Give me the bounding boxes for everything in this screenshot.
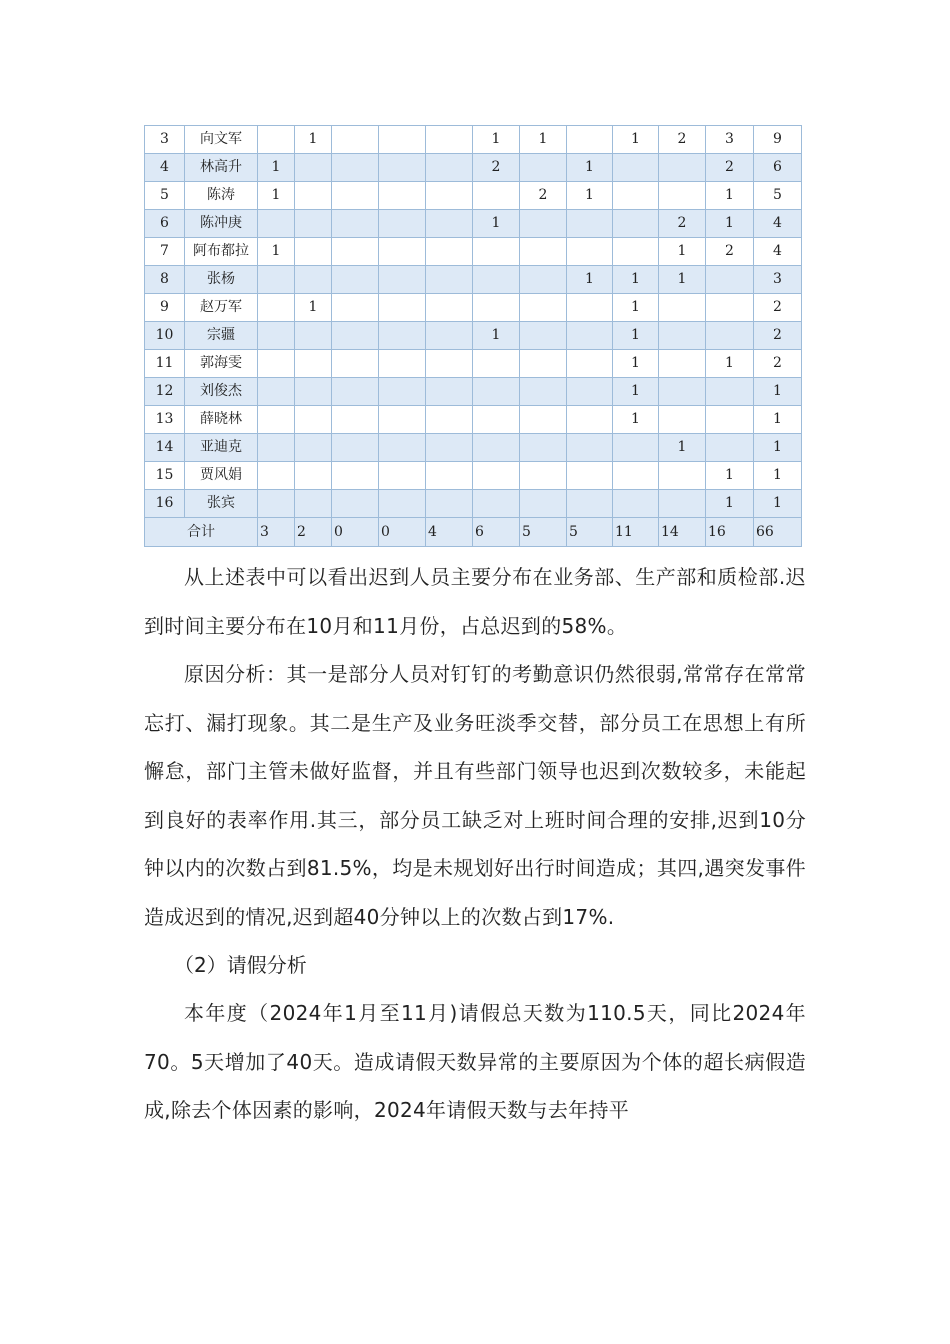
table-row (145, 434, 802, 462)
count-cell (706, 378, 754, 406)
employee-name-cell: 向文军 (185, 126, 258, 154)
total-value-cell: 5 (567, 518, 613, 547)
count-cell (332, 350, 379, 378)
row-total-cell: 5 (754, 182, 802, 210)
count-cell (258, 350, 295, 378)
count-cell: 1 (613, 126, 659, 154)
employee-name-cell: 亚迪克 (185, 434, 258, 462)
total-value-cell: 4 (426, 518, 473, 547)
count-cell: 1 (473, 126, 520, 154)
count-cell (706, 294, 754, 322)
count-cell (258, 266, 295, 294)
count-cell: 1 (613, 266, 659, 294)
table-row (145, 294, 802, 322)
count-cell: 1 (706, 210, 754, 238)
count-cell (520, 462, 567, 490)
paragraph-distribution: 从上述表中可以看出迟到人员主要分布在业务部、生产部和质检部.迟到时间主要分布在10月和11月份，占总迟到的58%。 (144, 565, 806, 638)
count-cell (258, 462, 295, 490)
count-cell (659, 406, 706, 434)
count-cell (613, 462, 659, 490)
count-cell (567, 462, 613, 490)
count-cell (258, 126, 295, 154)
count-cell (520, 406, 567, 434)
count-cell (426, 154, 473, 182)
row-number-cell: 15 (145, 462, 185, 490)
count-cell (473, 434, 520, 462)
count-cell (520, 210, 567, 238)
count-cell (379, 378, 426, 406)
count-cell: 2 (520, 182, 567, 210)
count-cell (706, 322, 754, 350)
employee-name-cell: 张宾 (185, 490, 258, 518)
count-cell (379, 266, 426, 294)
row-number-cell: 10 (145, 322, 185, 350)
count-cell (295, 462, 332, 490)
count-cell (567, 238, 613, 266)
row-total-cell: 2 (754, 350, 802, 378)
count-cell: 1 (613, 378, 659, 406)
count-cell (659, 350, 706, 378)
count-cell (426, 490, 473, 518)
count-cell (332, 154, 379, 182)
count-cell: 1 (706, 462, 754, 490)
count-cell (258, 322, 295, 350)
count-cell (426, 126, 473, 154)
count-cell (426, 378, 473, 406)
row-number-cell: 4 (145, 154, 185, 182)
count-cell: 1 (295, 294, 332, 322)
row-total-cell: 1 (754, 434, 802, 462)
count-cell: 2 (706, 154, 754, 182)
row-total-cell: 1 (754, 490, 802, 518)
count-cell (426, 182, 473, 210)
count-cell (258, 490, 295, 518)
count-cell: 1 (659, 238, 706, 266)
table-row (145, 350, 802, 378)
total-value-cell: 16 (706, 518, 754, 547)
total-value-cell: 5 (520, 518, 567, 547)
count-cell (659, 294, 706, 322)
count-cell (426, 238, 473, 266)
count-cell (295, 378, 332, 406)
count-cell (473, 350, 520, 378)
row-total-cell: 9 (754, 126, 802, 154)
count-cell (520, 294, 567, 322)
total-value-cell: 2 (295, 518, 332, 547)
count-cell (295, 434, 332, 462)
count-cell (473, 378, 520, 406)
row-number-cell: 3 (145, 126, 185, 154)
count-cell (426, 266, 473, 294)
count-cell (332, 434, 379, 462)
row-total-cell: 1 (754, 462, 802, 490)
total-label-cell: 合计 (145, 518, 258, 547)
count-cell: 1 (258, 182, 295, 210)
row-number-cell: 5 (145, 182, 185, 210)
count-cell: 1 (258, 154, 295, 182)
count-cell (567, 490, 613, 518)
employee-name-cell: 张杨 (185, 266, 258, 294)
count-cell: 2 (473, 154, 520, 182)
row-number-cell: 16 (145, 490, 185, 518)
count-cell (258, 378, 295, 406)
count-cell: 1 (258, 238, 295, 266)
row-total-cell: 2 (754, 322, 802, 350)
table-row (145, 322, 802, 350)
count-cell (332, 126, 379, 154)
count-cell (379, 490, 426, 518)
count-cell: 1 (567, 266, 613, 294)
count-cell (258, 434, 295, 462)
employee-name-cell: 郭海雯 (185, 350, 258, 378)
row-total-cell: 1 (754, 406, 802, 434)
count-cell (295, 350, 332, 378)
count-cell (379, 406, 426, 434)
count-cell (473, 490, 520, 518)
count-cell (659, 462, 706, 490)
count-cell: 1 (567, 182, 613, 210)
count-cell (332, 322, 379, 350)
total-value-cell: 3 (258, 518, 295, 547)
count-cell (295, 322, 332, 350)
table-row (145, 406, 802, 434)
count-cell (613, 490, 659, 518)
count-cell (379, 154, 426, 182)
count-cell: 1 (295, 126, 332, 154)
count-cell (659, 378, 706, 406)
total-value-cell: 14 (659, 518, 706, 547)
count-cell (567, 322, 613, 350)
count-cell (332, 406, 379, 434)
count-cell (706, 406, 754, 434)
table-row (145, 154, 802, 182)
count-cell (473, 462, 520, 490)
count-cell (332, 266, 379, 294)
table-row (145, 210, 802, 238)
total-row (145, 518, 802, 547)
count-cell (332, 238, 379, 266)
count-cell (426, 406, 473, 434)
count-cell (520, 322, 567, 350)
count-cell (295, 210, 332, 238)
count-cell (379, 238, 426, 266)
count-cell (613, 182, 659, 210)
count-cell (379, 126, 426, 154)
count-cell: 3 (706, 126, 754, 154)
section-heading-leave-analysis: （2）请假分析 (174, 953, 307, 977)
count-cell: 1 (613, 406, 659, 434)
count-cell (613, 154, 659, 182)
row-number-cell: 7 (145, 238, 185, 266)
row-number-cell: 11 (145, 350, 185, 378)
count-cell (659, 182, 706, 210)
employee-name-cell: 薛晓林 (185, 406, 258, 434)
table-row (145, 126, 802, 154)
count-cell (520, 350, 567, 378)
table-row (145, 378, 802, 406)
count-cell (520, 378, 567, 406)
table-row (145, 266, 802, 294)
table-row (145, 182, 802, 210)
count-cell (379, 322, 426, 350)
count-cell (332, 294, 379, 322)
count-cell: 1 (613, 294, 659, 322)
count-cell (567, 378, 613, 406)
employee-name-cell: 陈涛 (185, 182, 258, 210)
count-cell (613, 238, 659, 266)
table-row (145, 238, 802, 266)
count-cell (258, 294, 295, 322)
row-total-cell: 3 (754, 266, 802, 294)
count-cell (426, 434, 473, 462)
employee-name-cell: 阿布都拉 (185, 238, 258, 266)
row-number-cell: 13 (145, 406, 185, 434)
count-cell (332, 210, 379, 238)
late-arrival-table (144, 125, 802, 547)
table-row (145, 490, 802, 518)
row-total-cell: 4 (754, 210, 802, 238)
count-cell (567, 350, 613, 378)
count-cell (379, 350, 426, 378)
count-cell (520, 490, 567, 518)
count-cell (659, 490, 706, 518)
employee-name-cell: 刘俊杰 (185, 378, 258, 406)
count-cell: 1 (659, 434, 706, 462)
row-number-cell: 14 (145, 434, 185, 462)
count-cell: 1 (473, 210, 520, 238)
count-cell (332, 490, 379, 518)
row-total-cell: 6 (754, 154, 802, 182)
count-cell: 1 (659, 266, 706, 294)
total-value-cell: 0 (379, 518, 426, 547)
count-cell (295, 266, 332, 294)
row-number-cell: 8 (145, 266, 185, 294)
count-cell (379, 210, 426, 238)
count-cell: 1 (706, 490, 754, 518)
count-cell: 1 (613, 350, 659, 378)
count-cell: 2 (659, 126, 706, 154)
total-value-cell: 11 (613, 518, 659, 547)
count-cell: 1 (567, 154, 613, 182)
table-row (145, 462, 802, 490)
count-cell (613, 434, 659, 462)
count-cell (426, 210, 473, 238)
row-total-cell: 2 (754, 294, 802, 322)
count-cell (473, 182, 520, 210)
row-total-cell: 1 (754, 378, 802, 406)
count-cell (613, 210, 659, 238)
count-cell: 1 (613, 322, 659, 350)
row-total-cell: 4 (754, 238, 802, 266)
count-cell (332, 378, 379, 406)
count-cell (473, 238, 520, 266)
paragraph-leave-summary: 本年度（2024年1月至11月)请假总天数为110.5天，同比2024年70。5天增加了40天。造成请假天数异常的主要原因为个体的超长病假造成,除去个体因素的影响，2024年请假天数与去年持平 (144, 1001, 806, 1122)
count-cell (258, 406, 295, 434)
row-number-cell: 12 (145, 378, 185, 406)
count-cell (567, 210, 613, 238)
count-cell (473, 406, 520, 434)
count-cell (706, 434, 754, 462)
count-cell (295, 490, 332, 518)
count-cell (295, 154, 332, 182)
count-cell: 2 (706, 238, 754, 266)
count-cell (332, 182, 379, 210)
count-cell (473, 266, 520, 294)
employee-name-cell: 赵万军 (185, 294, 258, 322)
count-cell (379, 182, 426, 210)
row-number-cell: 6 (145, 210, 185, 238)
count-cell (473, 294, 520, 322)
total-value-cell: 6 (473, 518, 520, 547)
count-cell (567, 406, 613, 434)
count-cell (426, 322, 473, 350)
employee-name-cell: 林高升 (185, 154, 258, 182)
count-cell (706, 266, 754, 294)
count-cell (520, 266, 567, 294)
count-cell: 1 (520, 126, 567, 154)
count-cell (295, 406, 332, 434)
count-cell: 2 (659, 210, 706, 238)
employee-name-cell: 陈冲庚 (185, 210, 258, 238)
count-cell (379, 462, 426, 490)
count-cell (520, 154, 567, 182)
count-cell (295, 182, 332, 210)
count-cell (659, 322, 706, 350)
employee-name-cell: 宗疆 (185, 322, 258, 350)
count-cell: 1 (473, 322, 520, 350)
count-cell (258, 210, 295, 238)
count-cell (426, 462, 473, 490)
count-cell (379, 294, 426, 322)
count-cell (295, 238, 332, 266)
count-cell (426, 350, 473, 378)
count-cell (567, 126, 613, 154)
paragraph-cause-analysis: 原因分析：其一是部分人员对钉钉的考勤意识仍然很弱,常常存在常常忘打、漏打现象。其二是生产及业务旺淡季交替，部分员工在思想上有所懈怠，部门主管未做好监督，并且有些部门领导也迟到次数较多，未能起到良好的表率作用.其三，部分员工缺乏对上班时间合理的安排,迟到10分钟以内的次数占到81.5%，均是未规划好出行时间造成；其四,遇突发事件造成迟到的情况,迟到超40分钟以上的次数占到17%. (144, 662, 806, 929)
count-cell (332, 462, 379, 490)
body-text (144, 553, 806, 1135)
count-cell (426, 294, 473, 322)
count-cell (520, 238, 567, 266)
total-value-cell: 0 (332, 518, 379, 547)
count-cell (567, 434, 613, 462)
employee-name-cell: 贾风娟 (185, 462, 258, 490)
count-cell (520, 434, 567, 462)
count-cell: 1 (706, 182, 754, 210)
count-cell (659, 154, 706, 182)
count-cell (567, 294, 613, 322)
count-cell (379, 434, 426, 462)
total-value-cell: 66 (754, 518, 802, 547)
row-number-cell: 9 (145, 294, 185, 322)
count-cell: 1 (706, 350, 754, 378)
